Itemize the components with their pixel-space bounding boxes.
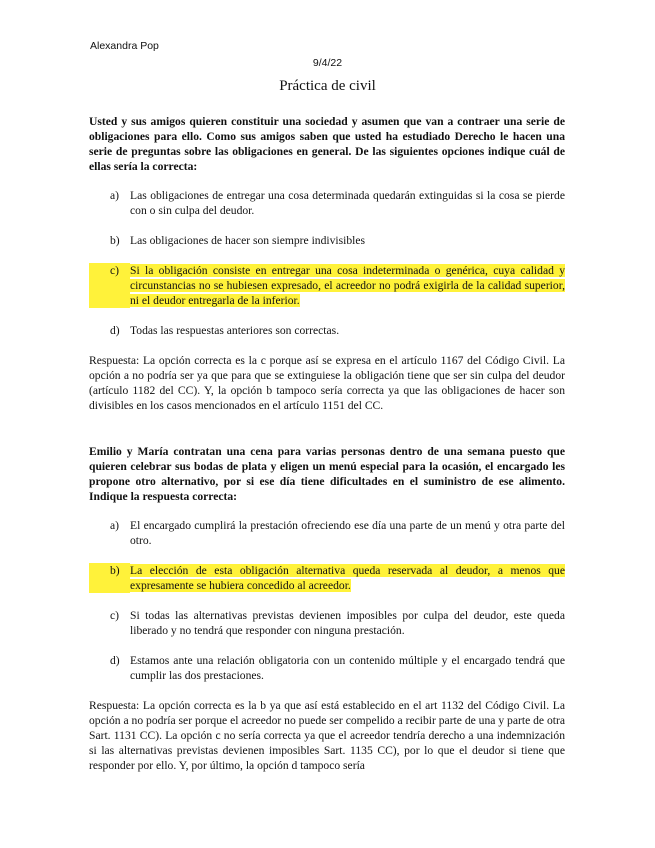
question-2-option-a bbox=[89, 518, 565, 548]
question-1-option-b bbox=[89, 233, 565, 248]
question-2-options bbox=[89, 518, 565, 683]
question-2-option-d bbox=[89, 653, 565, 683]
question-2-option-b bbox=[89, 563, 565, 593]
section-spacer bbox=[89, 413, 565, 444]
question-2-option-c bbox=[89, 608, 565, 638]
question-1-prompt: Usted y sus amigos quieren constituir una sociedad y asumen que van a contraer una serie de obligaciones para ello. Como sus amigos saben que usted ha estudiado Derecho le hacen una serie de preguntas sobre las obligaciones en general. De las siguientes opciones indique cuál de ellas sería la correcta: bbox=[89, 115, 565, 173]
question-2-answer: Respuesta: La opción correcta es la b ya que así está establecido en el art 1132 del Código Civil. La opción a no podría ser porque el acreedor no puede ser compelido a recibir parte de una y parte de otra Sart. 1131 CC). La opción c no sería correcta ya que el acreedor tendría derecho a una indemnización si las alternativas previstas devienen imposibles Sart. 1135 CC), por lo que el deudor si tiene que responder por ello. Y, por último, la opción d tampoco sería bbox=[89, 699, 565, 772]
option-letter: b) bbox=[110, 234, 120, 247]
author-name: Alexandra Pop bbox=[90, 40, 159, 52]
option-text: Si todas las alternativas previstas devienen imposibles por culpa del deudor, este queda liberado y no tendrá que responder con ninguna prestación. bbox=[130, 609, 565, 637]
option-letter: d) bbox=[110, 654, 120, 667]
option-letter: a) bbox=[110, 519, 120, 532]
option-letter: d) bbox=[110, 324, 120, 337]
option-text: Las obligaciones de hacer son siempre indivisibles bbox=[130, 234, 366, 247]
option-text-highlighted bbox=[130, 263, 565, 308]
option-text: Estamos ante una relación obligatoria con un contenido múltiple y el encargado tendrá que cumplir las dos prestaciones. bbox=[130, 654, 565, 682]
option-text: El encargado cumplirá la prestación ofreciendo ese día una parte de un menú y otra parte del otro. bbox=[130, 519, 565, 547]
option-letter: c) bbox=[89, 263, 130, 308]
question-1-option-d bbox=[89, 323, 565, 338]
question-1-option-c bbox=[89, 263, 565, 308]
option-letter: b) bbox=[89, 563, 130, 593]
highlight-mark: Si la obligación consiste en entregar una cosa indeterminada o genérica, cuya calidad y circunstancias no se hubiesen expresado, el acreedor no podrá exigirla de la calidad superior, ni el deudor entregarla de la inferior. bbox=[130, 264, 565, 307]
option-letter: a) bbox=[110, 189, 120, 202]
option-text: Las obligaciones de entregar una cosa determinada quedarán extinguidas si la cosa se pierde con o sin culpa del deudor. bbox=[130, 189, 565, 217]
option-text-highlighted bbox=[130, 563, 565, 593]
question-1-option-a bbox=[89, 188, 565, 218]
document-date: 9/4/22 bbox=[312, 57, 343, 69]
page-title: Práctica de civil bbox=[279, 78, 376, 94]
option-text: Todas las respuestas anteriores son correctas. bbox=[130, 324, 340, 337]
document-body bbox=[89, 114, 565, 773]
question-1-answer: Respuesta: La opción correcta es la c porque así se expresa en el artículo 1167 del Código Civil. La opción a no podría ser ya que para que se extinguiese la obligación tiene que ser sin culpa del deudor (artículo 1182 del CC). Y, la opción b tampoco sería correcta ya que las obligaciones de hacer son divisibles en los casos mencionados en el artículo 1151 del CC. bbox=[89, 354, 565, 412]
option-letter: c) bbox=[110, 609, 120, 622]
highlight-mark: La elección de esta obligación alternativa queda reservada al deudor, a menos que expresamente se hubiera concedido al acreedor. bbox=[130, 564, 565, 592]
question-1-options bbox=[89, 188, 565, 338]
question-2-prompt: Emilio y María contratan una cena para varias personas dentro de una semana puesto que quieren celebrar sus bodas de plata y eligen un menú especial para la ocasión, el encargado les propone otro alternativo, por si ese día tiene dificultades en el suministro de ese alimento. Indique la respuesta correcta: bbox=[89, 445, 565, 503]
